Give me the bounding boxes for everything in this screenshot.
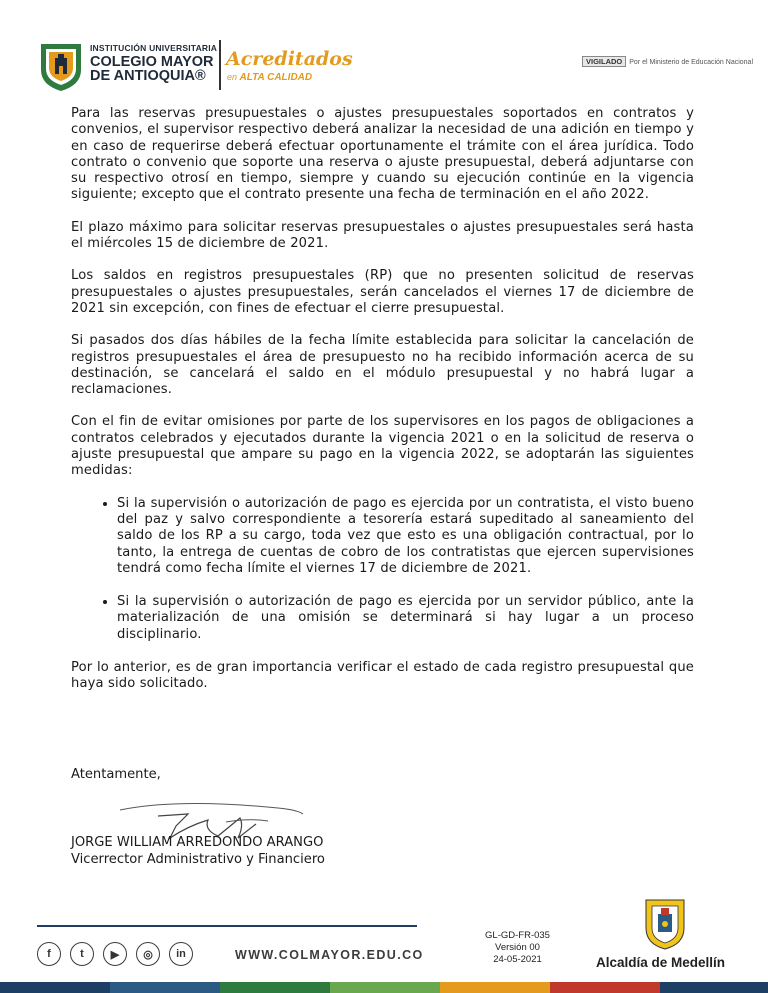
quality-label: [227, 72, 312, 83]
document-date: 24-05-2021: [493, 954, 542, 965]
document-code: GL-GD-FR-035: [485, 930, 550, 941]
medellin-coat-of-arms-icon: [642, 894, 688, 950]
twitter-icon[interactable]: t: [70, 942, 94, 966]
paragraph-cancellation: Si pasados dos días hábiles de la fecha límite establecida para solicitar la cancelación de registros presupuestales el área de presupuesto no ha recibido información acerca de su destinación, se cancelará el saldo en el módulo presupuestal y no habrá lugar a reclamaciones.: [71, 333, 694, 398]
vigilado-text: Por el Ministerio de Educación Nacional: [629, 59, 753, 66]
header-divider: [219, 40, 221, 90]
stripe-segment: [550, 982, 660, 993]
stripe-segment: [0, 982, 110, 993]
linkedin-icon[interactable]: in: [169, 942, 193, 966]
paragraph-balances: Los saldos en registros presupuestales (RP) que no presenten solicitud de reservas presupuestales o ajustes presupuestales, serán cancelados el viernes 17 de diciembre de 2021 sin excepción, con fines de efectuar el cierre presupuestal.: [71, 268, 694, 316]
document-version: Versión 00: [495, 942, 540, 953]
institution-name: [90, 44, 217, 84]
signer-name: JORGE WILLIAM ARREDONDO ARANGO: [71, 835, 324, 850]
signer-title: Vicerrector Administrativo y Financiero: [71, 852, 325, 867]
institution-line-2: COLEGIO MAYOR: [90, 53, 214, 70]
document-control: [470, 930, 565, 966]
measure-public-servant: • Si la supervisión o autorización de pago es ejercida por un servidor público, ante la materialización de una omisión se determinará si hay lugar a un proceso disciplinario.: [117, 594, 694, 643]
quality-prefix: en: [227, 72, 238, 82]
institution-line-3: DE ANTIOQUIA®: [90, 68, 206, 84]
letter-body: [71, 106, 694, 709]
stripe-segment: [660, 982, 768, 993]
measure-contractor: • Si la supervisión o autorización de pago es ejercida por un contratista, el visto bueno del paz y salvo correspondiente a tesorería estará supeditado al saneamiento del saldo de los RP a su cargo, toda vez que esto es una obligación contractual, por lo tanto, la entrega de cuentas de cobro de los contratistas que ejercen supervisiones tendrá como fecha límite el viernes 17 de diciembre de 2021.: [117, 496, 694, 577]
municipality-name: Alcaldía de Medellín: [596, 955, 726, 970]
measures-list: [71, 496, 694, 643]
website-link[interactable]: WWW.COLMAYOR.EDU.CO: [235, 948, 424, 962]
instagram-icon[interactable]: ◎: [136, 942, 160, 966]
institution-line-1: INSTITUCIÓN UNIVERSITARIA: [90, 43, 218, 53]
accredited-label: Acreditados: [226, 48, 353, 70]
social-links: [37, 942, 193, 966]
stripe-segment: [330, 982, 440, 993]
closing-salutation: Atentamente,: [71, 767, 161, 782]
stripe-segment: [440, 982, 550, 993]
youtube-icon[interactable]: ▶: [103, 942, 127, 966]
signer-block: [71, 834, 325, 868]
stripe-segment: [110, 982, 220, 993]
paragraph-measures: Con el fin de evitar omisiones por parte de los supervisores en los pagos de obligaciones a contratos celebrados y ejecutados durante la vigencia 2021 o en la solicitud de reserva o ajuste presupuestal que ampare su pago en la vigencia 2022, se adoptarán las siguientes medidas:: [71, 414, 694, 479]
quality-text: ALTA CALIDAD: [239, 72, 313, 83]
institution-shield-logo: [38, 40, 84, 92]
paragraph-reservations: Para las reservas presupuestales o ajustes presupuestales soportados en contratos y convenios, el supervisor respectivo deberá analizar la necesidad de una adición en tiempo y en caso de requerirse deberá efectuar oportunamente el trámite con el área jurídica. Todo contrato o convenio que soporte una reserva o ajuste presupuestal, deberá adjuntarse con su respectivo otrosí en tiempo, siempre y cuando su ejecución continúe en la vigencia siguiente; excepto que el contrato presente una fecha de terminación en el año 2022.: [71, 106, 694, 203]
facebook-icon[interactable]: f: [37, 942, 61, 966]
vigilado-notice: [582, 56, 753, 67]
vigilado-tag: VIGILADO: [582, 56, 626, 67]
footer-color-stripe: [0, 982, 768, 993]
paragraph-deadline: El plazo máximo para solicitar reservas presupuestales o ajustes presupuestales será hasta el miércoles 15 de diciembre de 2021.: [71, 219, 694, 252]
stripe-segment: [220, 982, 330, 993]
letterhead: [0, 0, 768, 95]
footer-divider: [37, 925, 417, 927]
paragraph-final: Por lo anterior, es de gran importancia verificar el estado de cada registro presupuestal que haya sido solicitado.: [71, 660, 694, 692]
